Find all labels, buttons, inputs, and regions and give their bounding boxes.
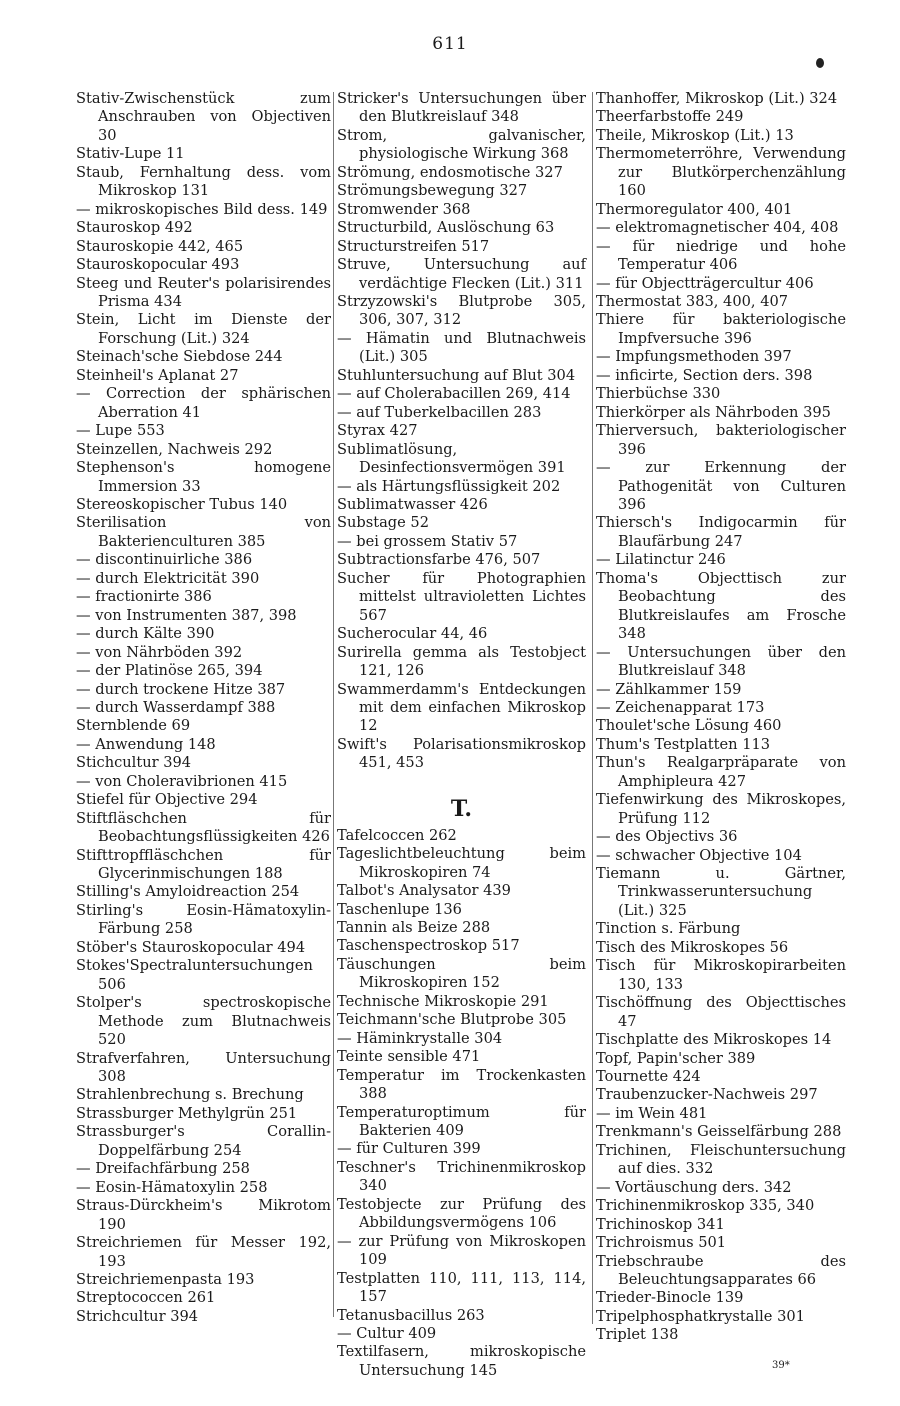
index-entry: Structurstreifen 517 (337, 237, 490, 255)
index-entry: Stirling's Eosin-Hämatoxylin-Färbung 258 (76, 901, 331, 938)
index-entry: Thermostat 383, 400, 407 (596, 292, 789, 310)
index-entry: Taschenspectroskop 517 (337, 937, 520, 955)
index-entry: Stein, Licht im Dienste der Forschung (Lit.) 324 (76, 311, 331, 347)
index-entry: Testobjecte zur Prüfung des Abbildungsvermögens 106 (337, 1195, 586, 1232)
index-entry: Subtractionsfarbe 476, 507 (337, 551, 541, 569)
index-entry: Talbot's Analysator 439 (337, 882, 511, 900)
index-entry: Thermoregulator 400, 401 (596, 200, 793, 218)
index-entry: Tageslichtbeleuchtung beim Mikroskopiren 74 (337, 845, 586, 881)
index-entry: — zur Erkennung der Pathogenität von Culturen 396 (596, 459, 846, 513)
index-entry: Streptococcen 261 (76, 1289, 216, 1307)
index-entry: — Cultur 409 (337, 1325, 437, 1342)
index-entry: Tiemann u. Gärtner, Trinkwasseruntersuchung (Lit.) 325 (596, 865, 846, 919)
index-entry: Strassburger's Corallin-Doppelfärbung 254 (76, 1123, 331, 1159)
section-letter-heading: T. (450, 795, 473, 822)
signature-mark: 39* (772, 1360, 790, 1371)
index-entry: — Dreifachfärbung 258 (76, 1160, 250, 1178)
index-entry: Stereoskopischer Tubus 140 (76, 495, 288, 513)
index-entry: Teichmann'sche Blutprobe 305 (337, 1011, 567, 1029)
index-entry: Steinach'sche Siebdose 244 (76, 348, 283, 366)
index-entry: Triplet 138 (596, 1326, 679, 1344)
index-entry: Theile, Mikroskop (Lit.) 13 (596, 126, 794, 144)
index-entry: Topf, Papin'scher 389 (596, 1049, 756, 1067)
index-entry: Stokes'Spectraluntersuchungen 506 (76, 957, 313, 993)
index-entry: Teschner's Trichinenmikroskop 340 (337, 1158, 586, 1195)
index-entry: Stiftfläschchen für Beobachtungsflüssigkeiten 426 (76, 809, 331, 846)
index-entry: Steinzellen, Nachweis 292 (76, 440, 273, 458)
index-entry: Steinheil's Aplanat 27 (76, 366, 239, 384)
ink-dot (816, 58, 824, 68)
index-entry: Steeg und Reuter's polarisirendes Prisma 434 (76, 274, 331, 310)
index-entry: — Anwendung 148 (76, 735, 216, 753)
index-entry: Thierbüchse 330 (596, 385, 721, 403)
index-entry: Thoma's Objecttisch zur Beobachtung des Blutkreislaufes am Frosche 348 (596, 569, 846, 643)
index-entry: Thermometerröhre, Verwendung zur Blutkörperchenzählung 160 (596, 145, 846, 200)
index-entry: Stilling's Amyloidreaction 254 (76, 883, 300, 901)
index-entry: — von Nährböden 392 (76, 643, 243, 661)
index-entry: — Häminkrystalle 304 (337, 1029, 503, 1047)
index-entry: Täuschungen beim Mikroskopiren 152 (337, 955, 586, 992)
index-column-1 (76, 90, 331, 1326)
index-entry: — des Objectivs 36 (596, 828, 738, 846)
index-entry: — inficirte, Section ders. 398 (596, 366, 813, 384)
index-entry: Tripelphosphatkrystalle 301 (596, 1307, 805, 1325)
index-entry: Sublimatlösung, Desinfectionsvermögen 391 (337, 440, 566, 477)
index-entry: Straus-Dürckheim's Mikrotom 190 (76, 1197, 331, 1233)
index-entry: — mikroskopisches Bild dess. 149 (76, 200, 328, 218)
index-entry: Strichcultur 394 (76, 1307, 199, 1325)
index-entry: Thierversuch, bakteriologischer 396 (596, 422, 846, 458)
index-entry: Thiere für bakteriologische Impfversuche 396 (596, 311, 846, 347)
index-entry: Strzyzowski's Blutprobe 305, 306, 307, 312 (337, 292, 586, 329)
index-entry: — für Culturen 399 (337, 1140, 481, 1158)
index-entry: — von Choleravibrionen 415 (76, 772, 288, 790)
index-entry: — bei grossem Stativ 57 (337, 532, 518, 550)
index-entry: Trichinenmikroskop 335, 340 (596, 1197, 815, 1215)
index-entry: — Zählkammer 159 (596, 680, 742, 698)
index-entry: Temperatur im Trockenkasten 388 (337, 1066, 586, 1103)
index-entry: Sublimatwasser 426 (337, 495, 488, 513)
index-entry: Struve, Untersuchung auf verdächtige Flecken (Lit.) 311 (337, 256, 586, 292)
index-entry: Swift's Polarisationsmikroskop 451, 453 (337, 735, 586, 772)
index-entry: — als Härtungsflüssigkeit 202 (337, 477, 561, 495)
index-entry: Stephenson's homogene Immersion 33 (76, 459, 331, 495)
index-entry: Stricker's Untersuchungen über den Blutkreislauf 348 (337, 90, 586, 126)
index-entry: Technische Mikroskopie 291 (337, 992, 549, 1010)
index-entry: Theerfarbstoffe 249 (596, 108, 744, 126)
index-entry: — auf Cholerabacillen 269, 414 (337, 385, 571, 403)
index-entry: Styrax 427 (337, 422, 418, 440)
index-entry: — durch Elektricität 390 (76, 569, 260, 587)
index-entry: — im Wein 481 (596, 1104, 708, 1122)
index-entry: — elektromagnetischer 404, 408 (596, 219, 839, 237)
index-entry: — Eosin-Hämatoxylin 258 (76, 1178, 268, 1196)
index-entry: — zur Prüfung von Mikroskopen 109 (337, 1232, 586, 1269)
index-entry: — Correction der sphärischen Aberration 41 (76, 385, 331, 421)
index-entry: Tournette 424 (596, 1068, 701, 1086)
index-entry: Thum's Testplatten 113 (596, 735, 771, 753)
index-entry: Stolper's spectroskopische Methode zum Blutnachweis 520 (76, 994, 331, 1049)
index-entry: Sucherocular 44, 46 (337, 625, 488, 643)
index-entry: Strömungsbewegung 327 (337, 182, 528, 200)
index-entry: — der Platinöse 265, 394 (76, 662, 263, 680)
index-entry: Stauroskopocular 493 (76, 256, 240, 274)
column-rule (592, 92, 593, 1324)
index-entry: Strahlenbrechung s. Brechung (76, 1086, 304, 1104)
index-entry: Trichinoskop 341 (596, 1215, 725, 1233)
index-entry: Taschenlupe 136 (337, 900, 462, 918)
index-entry: Strömung, endosmotische 327 (337, 163, 563, 181)
index-entry: Trichinen, Fleischuntersuchung auf dies. 332 (596, 1141, 846, 1178)
index-entry: Stifttropffläschchen für Glycerinmischungen 188 (76, 846, 331, 883)
index-entry: — schwacher Objective 104 (596, 846, 802, 864)
index-entry: Stauroskop 492 (76, 219, 193, 237)
index-entry: Stromwender 368 (337, 200, 471, 218)
index-entry: Textilfasern, mikroskopische Untersuchung 145 (337, 1343, 586, 1379)
index-entry: — Vortäuschung ders. 342 (596, 1178, 792, 1196)
index-entry: — Lupe 553 (76, 422, 165, 440)
index-entry: Stichcultur 394 (76, 754, 192, 772)
index-entry: Sucher für Photographien mittelst ultravioletten Lichtes 567 (337, 569, 586, 624)
index-entry: Thun's Realgarpräparate von Amphipleura 427 (596, 754, 846, 790)
column-rule (333, 92, 334, 1317)
index-entry: Thiersch's Indigocarmin für Blaufärbung 247 (596, 514, 846, 550)
index-entry: Surirella gemma als Testobject 121, 126 (337, 643, 586, 680)
index-entry: — von Instrumenten 387, 398 (76, 606, 297, 624)
index-entry: Testplatten 110, 111, 113, 114, 157 (337, 1269, 586, 1306)
index-entry: — Impfungsmethoden 397 (596, 348, 792, 366)
index-entry: Tisch des Mikroskopes 56 (596, 938, 789, 956)
index-entry: Substage 52 (337, 514, 429, 532)
index-entry: — Lilatinctur 246 (596, 551, 726, 569)
index-entry: Streichriemenpasta 193 (76, 1271, 255, 1288)
index-entry: Temperaturoptimum für Bakterien 409 (337, 1103, 586, 1140)
index-entry: Tischöffnung des Objecttisches 47 (596, 994, 846, 1030)
index-entry: — Untersuchungen über den Blutkreislauf 348 (596, 643, 846, 680)
index-entry: Strom, galvanischer, physiologische Wirkung 368 (337, 126, 586, 163)
index-entry: — für niedrige und hohe Temperatur 406 (596, 237, 846, 274)
index-entry: Sternblende 69 (76, 717, 191, 735)
index-entry: Stuhluntersuchung auf Blut 304 (337, 366, 576, 384)
index-entry: Traubenzucker-Nachweis 297 (596, 1086, 818, 1104)
index-entry: — durch Wasserdampf 388 (76, 698, 276, 716)
index-entry: Stativ-Zwischenstück zum Anschrauben von Objectiven 30 (76, 90, 331, 144)
index-entry: Staub, Fernhaltung dess. vom Mikroskop 131 (76, 163, 331, 200)
index-entry: — discontinuirliche 386 (76, 551, 253, 569)
index-entry: Stöber's Stauroskopocular 494 (76, 938, 306, 956)
index-column-3 (596, 90, 846, 1345)
index-entry: Triebschraube des Beleuchtungsapparates 66 (596, 1252, 846, 1288)
index-column-2 (337, 90, 586, 1380)
index-entry: — Zeichenapparat 173 (596, 698, 765, 716)
index-entry: Thoulet'sche Lösung 460 (596, 717, 782, 735)
index-entry: — durch trockene Hitze 387 (76, 680, 286, 698)
index-entry: Tetanusbacillus 263 (337, 1306, 485, 1324)
index-entry: Sterilisation von Bakterienculturen 385 (76, 514, 331, 550)
index-entry: Thanhoffer, Mikroskop (Lit.) 324 (596, 90, 838, 107)
index-entry: — fractionirte 386 (76, 588, 212, 606)
index-entry: Structurbild, Auslöschung 63 (337, 219, 555, 237)
index-entry: Tisch für Mikroskopirarbeiten 130, 133 (596, 957, 846, 993)
index-entry: Trenkmann's Geisselfärbung 288 (596, 1123, 842, 1141)
index-entry: Strafverfahren, Untersuchung 308 (76, 1049, 331, 1086)
index-entry: — auf Tuberkelbacillen 283 (337, 403, 542, 421)
index-entry: Tannin als Beize 288 (337, 919, 491, 937)
index-entry: — für Objectträgercultur 406 (596, 274, 814, 292)
page-number: 611 (432, 34, 468, 54)
index-entry: — durch Kälte 390 (76, 625, 215, 643)
index-entry: Tinction s. Färbung (596, 920, 741, 938)
index-entry: Stativ-Lupe 11 (76, 145, 185, 163)
index-entry: Tafelcoccen 262 (337, 826, 457, 844)
index-entry: Stauroskopie 442, 465 (76, 237, 244, 255)
index-entry: Trieder-Binocle 139 (596, 1289, 744, 1307)
index-entry: Trichroismus 501 (596, 1234, 727, 1252)
index-entry: Thierkörper als Nährboden 395 (596, 403, 831, 421)
index-entry: — Hämatin und Blutnachweis (Lit.) 305 (337, 329, 586, 366)
index-entry: Teinte sensible 471 (337, 1048, 481, 1066)
index-entry: Swammerdamm's Entdeckungen mit dem einfachen Mikroskop 12 (337, 680, 586, 735)
index-entry: Tischplatte des Mikroskopes 14 (596, 1031, 832, 1049)
index-entry: Strassburger Methylgrün 251 (76, 1104, 298, 1122)
index-entry: Tiefenwirkung des Mikroskopes, Prüfung 112 (596, 791, 846, 827)
index-entry: Stiefel für Objective 294 (76, 791, 258, 809)
index-entry: Streichriemen für Messer 192, 193 (76, 1234, 331, 1270)
